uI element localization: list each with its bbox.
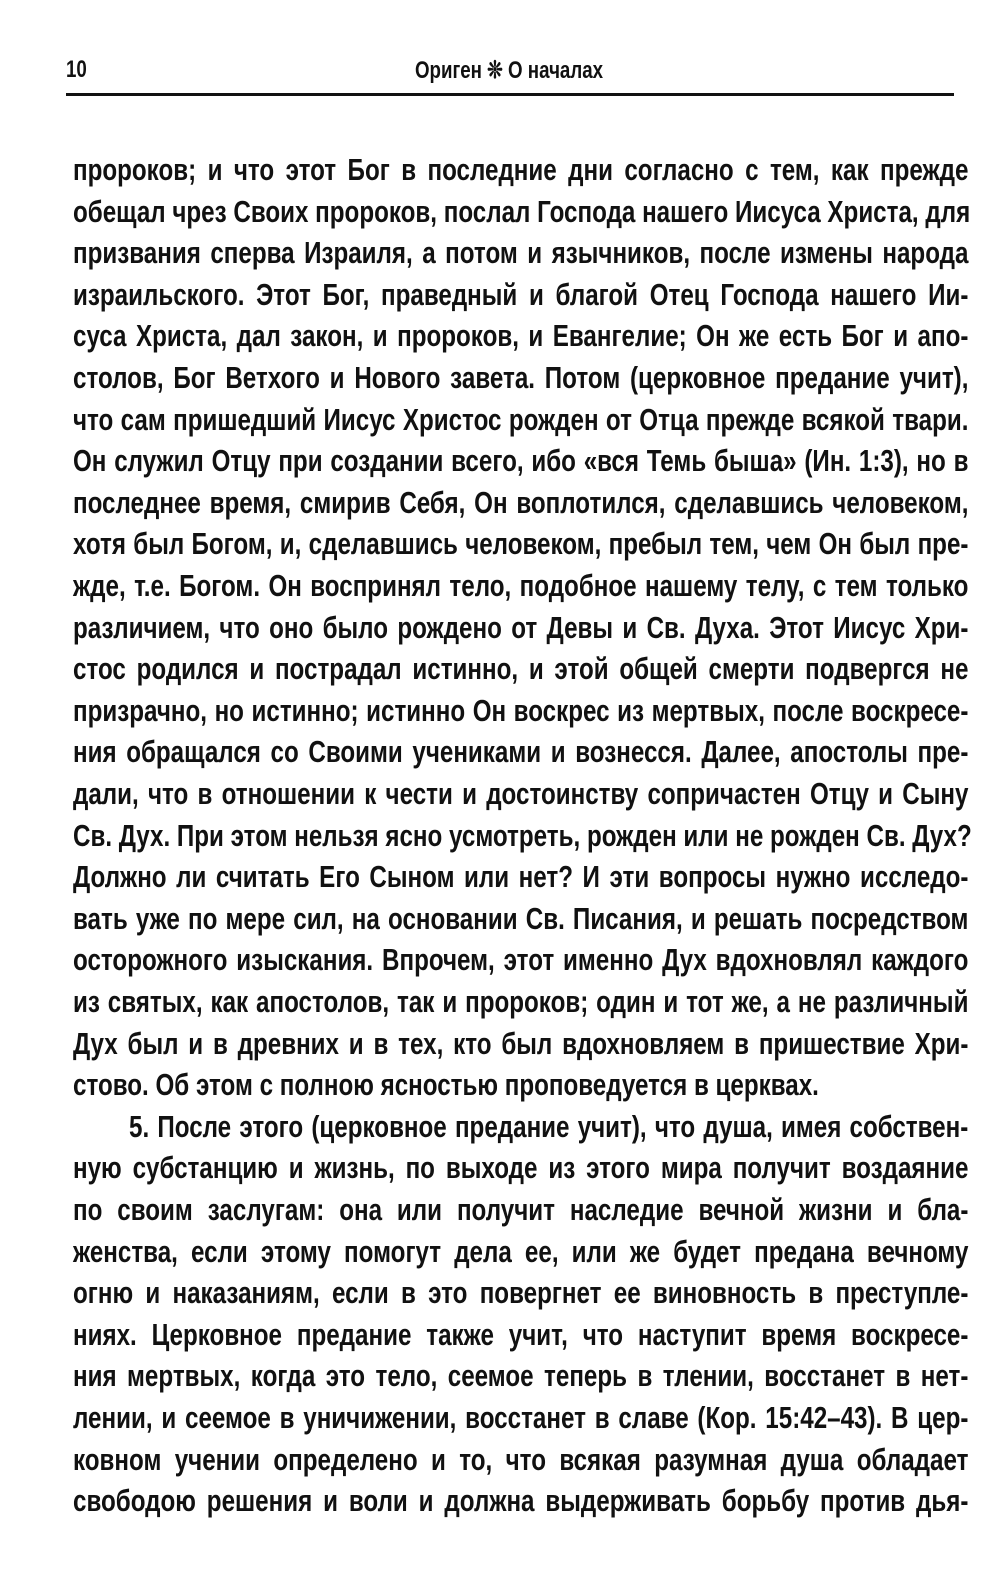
- text-line: жде, т.е. Богом. Он воспринял тело, подобное нашему телу, с тем только: [73, 568, 969, 603]
- text-line: Он служил Отцу при создании всего, ибо «вся Темь быша» (Ин. 1:3), но в: [73, 443, 969, 479]
- text-line: ния мертвых, когда это тело, сеемое теперь в тлении, восстанет в нет-: [73, 1358, 969, 1394]
- text-line: огню и наказаниям, если в это повергнет ее виновность в преступле-: [73, 1275, 969, 1311]
- text-line: призрачно, но истинно; истинно Он воскрес из мертвых, после воскресе-: [73, 692, 969, 728]
- text-line: свободою решения и воли и должна выдерживать борьбу против дья-: [73, 1483, 969, 1519]
- text-line: по своим заслугам: она или получит наследие вечной жизни и бла-: [73, 1192, 969, 1227]
- text-line: вать уже по мере сил, на основании Св. Писания, и решать посредством: [73, 900, 969, 936]
- text-line: ниях. Церковное предание также учит, что наступит время воскресе-: [73, 1316, 969, 1352]
- text-line: стос родился и пострадал истинно, и этой общей смерти подвергся не: [73, 651, 969, 687]
- text-line: Св. Дух. При этом нельзя ясно усмотреть, рожден или не рожден Св. Дух?: [73, 817, 972, 853]
- text-line: Дух был и в древних и в тех, кто был вдохновляем в пришествие Хри-: [73, 1025, 969, 1061]
- text-line: пророков; и что этот Бог в последние дни согласно с тем, как прежде: [73, 152, 969, 187]
- text-line: лении, и сеемое в уничижении, восстанет в славе (Кор. 15:42–43). В цер-: [73, 1400, 969, 1435]
- text-line: суса Христа, дал закон, и пророков, и Евангелие; Он же есть Бог и апо-: [73, 318, 969, 354]
- text-line: призвания сперва Израиля, а потом и язычников, после измены народа: [73, 235, 969, 271]
- text-line: различием, что оно было рождено от Девы и Св. Духа. Этот Иисус Хри-: [73, 609, 969, 645]
- text-line: ковном учении определено и то, что всякая разумная душа обладает: [73, 1441, 969, 1477]
- text-line: хотя был Богом, и, сделавшись человеком, пребыл тем, чем Он был пре-: [73, 526, 969, 562]
- page-number: 10: [66, 56, 87, 83]
- text-line: обещал чрез Своих пророков, послал Господа нашего Иисуса Христа, для: [73, 193, 971, 229]
- paragraph-start-line: 5. После этого (церковное предание учит), что душа, имея собствен-: [129, 1108, 969, 1144]
- running-head: [66, 56, 952, 90]
- text-line: женства, если этому помогут дела ее, или же будет предана вечному: [73, 1233, 969, 1269]
- text-line: Должно ли считать Его Сыном или нет? И эти вопросы нужно исследо-: [73, 859, 969, 895]
- text-line: ную субстанцию и жизнь, по выходе из этого мира получит воздаяние: [73, 1150, 969, 1186]
- text-line: дали, что в отношении к чести и достоинству сопричастен Отцу и Сыну: [73, 776, 969, 811]
- running-title: Ориген ❊ О началах: [414, 57, 604, 84]
- header-rule: [66, 93, 954, 96]
- text-line: столов, Бог Ветхого и Нового завета. Потом (церковное предание учит),: [73, 360, 969, 395]
- text-line: осторожного изыскания. Впрочем, этот именно Дух вдохновлял каждого: [73, 942, 969, 978]
- text-line: последнее время, смирив Себя, Он воплотился, сделавшись человеком,: [73, 484, 969, 520]
- text-line: израильского. Этот Бог, праведный и благой Отец Господа нашего Ии-: [73, 276, 969, 312]
- text-line: ния обращался со Своими учениками и вознесся. Далее, апостолы пре-: [73, 734, 969, 770]
- text-line: из святых, как апостолов, так и пророков; один и тот же, а не различный: [73, 984, 969, 1019]
- text-line: что сам пришедший Иисус Христос рожден от Отца прежде всякой твари.: [73, 401, 969, 437]
- text-line: стово. Об этом с полною ясностью проповедуется в церквах.: [73, 1067, 819, 1103]
